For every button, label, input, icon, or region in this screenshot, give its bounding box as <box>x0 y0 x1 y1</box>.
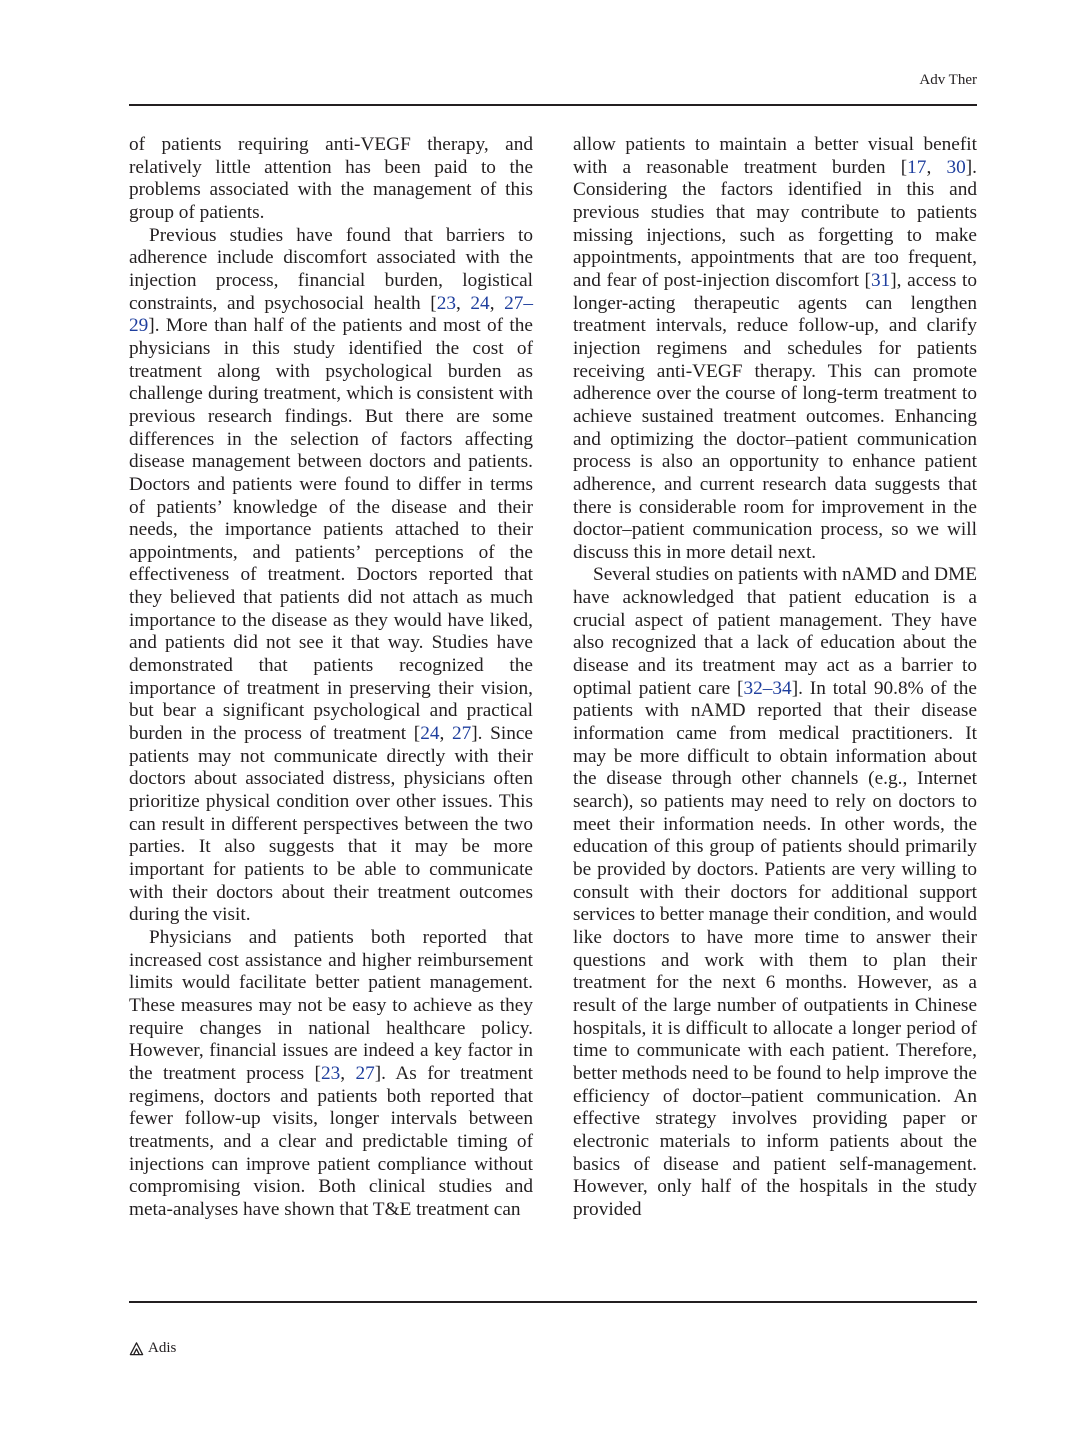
citation-link[interactable]: 27–29 <box>129 292 534 337</box>
adis-triangle-icon <box>129 1341 144 1356</box>
paragraph-right-2: Several studies on patients with nAMD and DME have acknowledged that patient education is a crucial aspect of patient management. They have also recognized that a lack of education about the disease and its treatment may act as a barrier to optimal patient care [32–34]. In total 90.8% of the patients with nAMD reported that their disease information came from medical practitioners. It may be more difficult to obtain information about the disease through other channels (e.g., Internet search), so patients may need to rely on doctors to meet their information needs. In other words, the education of this group of patients should primarily be provided by doctors. Patients are very willing to consult with their doctors for additional support services to better manage their condition, and would like doctors to have more time to answer their questions and work with them to plan their treatment for the next 6 months. However, as a result of the large number of outpatients in Chinese hospitals, it is difficult to allocate a longer period of time to communicate with each patient. Therefore, better methods need to be found to help improve the efficiency of doctor–patient communication. An effective strategy involves providing paper or electronic materials to inform patients about the basics of disease and patient self-management. However, only half of the hospitals in the study provided <box>573 564 977 1220</box>
paragraph-left-2: Previous studies have found that barriers to adherence include discomfort associated with the injection process, financial burden, logistical constraints, and psychosocial health [23, 24, 27–29]. More than half of the patients and most of the physicians in this study identified the cost of treatment along with psychological burden as challenge during treatment, which is consistent with previous research findings. But there are some differences in the selection of factors affecting disease management between doctors and patients. Doctors and patients were found to differ in terms of patients’ knowledge of the disease and their needs, the importance patients attached to their appointments, and patients’ perceptions of the effectiveness of treatment. Doctors reported that they believed that patients did not attach as much importance to the disease as they would have liked, and patients did not see it that way. Studies have demonstrated that patients recognized the importance of treatment in preserving their vision, but bear a significant psychological and practical burden in the process of treatment [24, 27]. Since patients may not communicate directly with their doctors about associated distress, physicians often prioritize physical condition over other issues. This can result in different perspectives between the two parties. It also suggests that it may be more important for patients to be able to communicate with their doctors about their treatment outcomes during the visit. <box>129 224 534 926</box>
footer-rule <box>129 1301 977 1303</box>
paragraph-left-3: Physicians and patients both reported that increased cost assistance and higher reimbursement limits would facilitate better patient management. These measures may not be easy to achieve as they require changes in national healthcare policy. However, financial issues are indeed a key factor in the treatment process [23, 27]. As for treatment regimens, doctors and patients both reported that fewer follow-up visits, longer intervals between treatments, and a clear and predictable timing of injections can improve patient compliance without compromising vision. Both clinical studies and meta-analyses have shown that T&E treatment can <box>129 926 533 1220</box>
header-rule <box>129 104 977 106</box>
publisher-name: Adis <box>148 1340 177 1356</box>
citation-link[interactable]: 32–34 <box>743 677 792 699</box>
citation-link[interactable]: 24 <box>420 723 440 745</box>
paragraph-left-1: of patients requiring anti-VEGF therapy, and relatively little attention has been paid to the problems associated with the management of this group of patients. <box>129 134 533 223</box>
citation-link[interactable]: 23 <box>436 292 456 314</box>
journal-name: Adv Ther <box>919 72 977 88</box>
citation-link[interactable]: 27 <box>355 1062 375 1084</box>
citation-link[interactable]: 24 <box>470 292 490 314</box>
citation-link[interactable]: 31 <box>870 269 891 291</box>
citation-link[interactable]: 23 <box>320 1062 341 1084</box>
right-column <box>573 134 977 1222</box>
citation-link[interactable]: 17 <box>907 156 927 178</box>
citation-link[interactable]: 27 <box>451 723 472 745</box>
left-column <box>129 134 533 1222</box>
publisher-logo <box>129 1340 176 1357</box>
citation-link[interactable]: 30 <box>946 156 966 178</box>
paragraph-right-1: allow patients to maintain a better visual benefit with a reasonable treatment burden [17, 30]. Considering the factors identified in this and previous studies that may contribute to patients missing injections, such as forgetting to make appointments, appointments that are too frequent, and fear of post-injection discomfort [31], access to longer-acting therapeutic agents can lengthen treatment intervals, reduce follow-up, and clarify injection regimens and schedules for patients receiving anti-VEGF therapy. This can promote adherence over the course of long-term treatment to achieve sustained treatment outcomes. Enhancing and optimizing the doctor–patient communication process is also an opportunity to enhance patient adherence, and current research data suggests that there is considerable room for improvement in the doctor–patient communication process, so we will discuss this in more detail next. <box>573 134 978 563</box>
